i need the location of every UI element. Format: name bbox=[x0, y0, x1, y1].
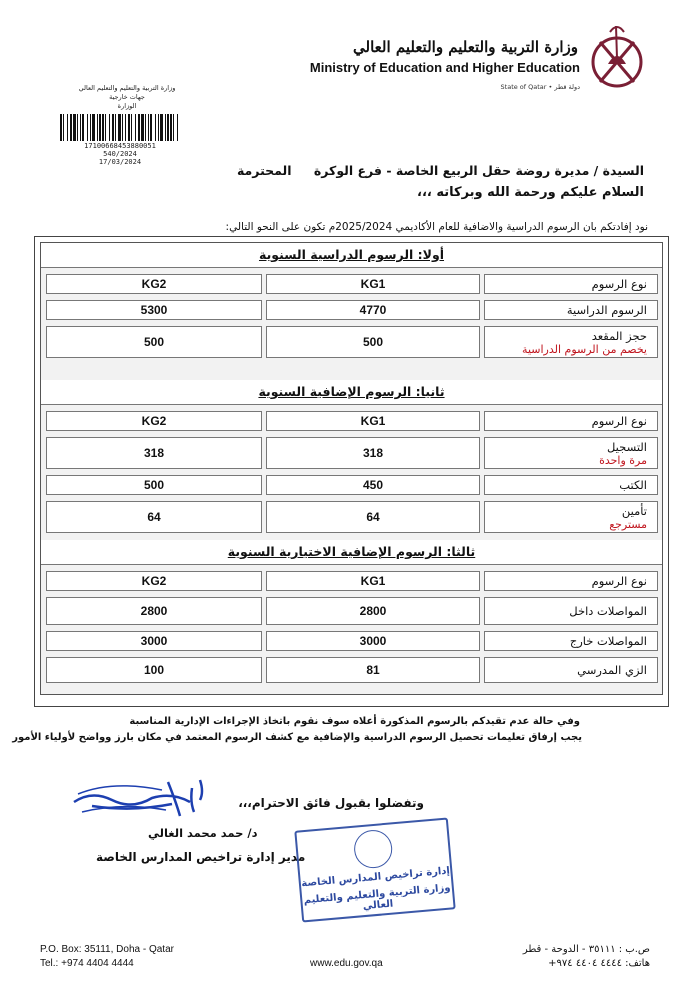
kg2-cell: 318 bbox=[46, 437, 262, 469]
fee-type-cell bbox=[484, 411, 658, 431]
kg1-cell: 500 bbox=[266, 326, 480, 358]
table-row bbox=[41, 271, 662, 297]
section-title-text: ثالثا: الرسوم الإضافية الاختيارية السنوية bbox=[227, 544, 476, 559]
fee-type-label: نوع الرسوم bbox=[591, 574, 647, 588]
table-row bbox=[41, 297, 662, 323]
stamp-line-ministry: وزارة التربية والتعليم والتعليم العالي bbox=[303, 882, 451, 913]
footer-po-box-ar: ص.ب : ٣٥١١١ - الدوحة - قطر bbox=[522, 944, 650, 955]
table-row bbox=[41, 498, 662, 536]
section-title-text: ثانيا: الرسوم الإضافية السنوية bbox=[258, 384, 445, 399]
fee-type-cell bbox=[484, 300, 658, 320]
kg1-cell: 3000 bbox=[266, 631, 480, 651]
kg2-cell: 5300 bbox=[46, 300, 262, 320]
table-row bbox=[41, 654, 662, 686]
intro-text: نود إفادتكم بان الرسوم الدراسية والاضافية للعام الأكاديمي 2025/2024م تكون على النحو التالي: bbox=[225, 221, 648, 233]
fee-type-cell bbox=[484, 501, 658, 533]
fee-note: يخصم من الرسوم الدراسية bbox=[522, 342, 647, 356]
table-row bbox=[41, 472, 662, 498]
kg2-cell: 64 bbox=[46, 501, 262, 533]
note-display: يجب إرفاق تعليمات تحصيل الرسوم الدراسية والإضافية مع كشف الرسوم المعتمد في مكان بارز وواضح لأولياء الأمور bbox=[12, 732, 582, 743]
closing-line: وتفضلوا بقبول فائق الاحترام،،، bbox=[238, 796, 424, 810]
fee-type-label: تأمين bbox=[621, 503, 647, 518]
fee-type-cell bbox=[484, 657, 658, 683]
fees-table bbox=[40, 242, 663, 695]
state-of-qatar-label: State of Qatar • دولة قطر bbox=[500, 83, 580, 91]
fee-type-label: حجز المقعد bbox=[591, 328, 647, 343]
table-row bbox=[41, 594, 662, 628]
fee-note: مرة واحدة bbox=[599, 453, 647, 467]
fee-type-cell bbox=[484, 631, 658, 651]
fee-type-cell bbox=[484, 274, 658, 294]
table-row bbox=[41, 434, 662, 472]
kg1-cell: KG1 bbox=[266, 571, 480, 591]
kg2-cell: 500 bbox=[46, 326, 262, 358]
stamp-line: جهات خارجية bbox=[109, 93, 145, 101]
table-row bbox=[41, 323, 662, 361]
fee-type-label: نوع الرسوم bbox=[591, 277, 647, 291]
kg2-cell: 3000 bbox=[46, 631, 262, 651]
barcode bbox=[58, 114, 182, 141]
official-stamp bbox=[294, 817, 455, 922]
stamp-seal-icon bbox=[353, 828, 394, 869]
fee-note: مسترجع bbox=[609, 517, 647, 531]
fee-type-cell bbox=[484, 571, 658, 591]
kg1-cell: 318 bbox=[266, 437, 480, 469]
barcode-number: 17100668453880051 bbox=[84, 142, 156, 150]
footer-phone-en: Tel.: +974 4404 4444 bbox=[40, 958, 134, 969]
incoming-stamp-text bbox=[72, 84, 182, 111]
signer-name: د/ حمد محمد الغالي bbox=[148, 826, 258, 840]
fees-table-frame bbox=[34, 236, 669, 707]
stamp-line: الوزارة bbox=[117, 102, 137, 110]
fee-type-cell bbox=[484, 437, 658, 469]
table-row bbox=[41, 568, 662, 594]
fee-type-label: المواصلات خارج bbox=[569, 634, 647, 648]
kg1-cell: KG1 bbox=[266, 411, 480, 431]
addressee-line bbox=[237, 163, 644, 178]
fee-type-cell bbox=[484, 475, 658, 495]
kg1-cell: 81 bbox=[266, 657, 480, 683]
ministry-name-arabic: وزارة التربية والتعليم والتعليم العالي bbox=[353, 38, 578, 56]
fee-type-label: نوع الرسوم bbox=[591, 414, 647, 428]
kg1-cell: 450 bbox=[266, 475, 480, 495]
fee-type-cell bbox=[484, 326, 658, 358]
stamp-line: وزارة التربية والتعليم والتعليم العالي bbox=[78, 84, 176, 92]
kg2-cell: 100 bbox=[46, 657, 262, 683]
section-title bbox=[41, 243, 662, 268]
kg2-cell: KG2 bbox=[46, 571, 262, 591]
section-title bbox=[41, 380, 662, 405]
fee-type-cell bbox=[484, 597, 658, 625]
fee-type-label: التسجيل bbox=[606, 439, 647, 454]
section-title bbox=[41, 540, 662, 565]
footer-website: www.edu.gov.qa bbox=[310, 958, 383, 969]
kg1-cell: 64 bbox=[266, 501, 480, 533]
greeting: السلام عليكم ورحمة الله وبركاته ،،، bbox=[417, 185, 644, 200]
fee-type-label: الرسوم الدراسية bbox=[566, 303, 647, 317]
reference-date: 17/03/2024 bbox=[98, 158, 142, 166]
stamp-line-department: إدارة تراخيص المدارس الخاصة bbox=[300, 865, 451, 890]
kg2-cell: KG2 bbox=[46, 411, 262, 431]
footer-phone-ar: هاتف: ٤٤٤٤ ٤٤٠٤ ٩٧٤+ bbox=[548, 958, 650, 969]
addressee: السيدة / مديرة روضة حقل الربيع الخاصة - فرع الوكرة bbox=[313, 163, 644, 178]
reference-number: 540/2024 bbox=[103, 150, 137, 158]
note-compliance: وفي حالة عدم تقيدكم بالرسوم المذكورة أعلاه سوف نقوم باتخاذ الإجراءات الإدارية المناسبة bbox=[129, 716, 580, 727]
kg1-cell: 4770 bbox=[266, 300, 480, 320]
table-row bbox=[41, 628, 662, 654]
fee-type-label: المواصلات داخل bbox=[569, 604, 647, 618]
fee-type-label: الكتب bbox=[619, 478, 647, 492]
section-title-text: أولا: الرسوم الدراسية السنوية bbox=[258, 247, 445, 262]
kg1-cell: 2800 bbox=[266, 597, 480, 625]
kg2-cell: 2800 bbox=[46, 597, 262, 625]
signature-graphic bbox=[72, 772, 222, 832]
signer-title: مدير إدارة تراخيص المدارس الخاصة bbox=[96, 850, 306, 864]
barcode-reference bbox=[58, 142, 182, 166]
table-row bbox=[41, 408, 662, 434]
kg2-cell: 500 bbox=[46, 475, 262, 495]
qatar-emblem-icon bbox=[586, 18, 648, 100]
kg1-cell: KG1 bbox=[266, 274, 480, 294]
ministry-name-english: Ministry of Education and Higher Education bbox=[309, 60, 580, 75]
footer-po-box-en: P.O. Box: 35111, Doha - Qatar bbox=[40, 944, 174, 955]
kg2-cell: KG2 bbox=[46, 274, 262, 294]
fee-type-label: الزي المدرسي bbox=[577, 663, 647, 677]
honorific: المحترمة bbox=[236, 163, 292, 178]
